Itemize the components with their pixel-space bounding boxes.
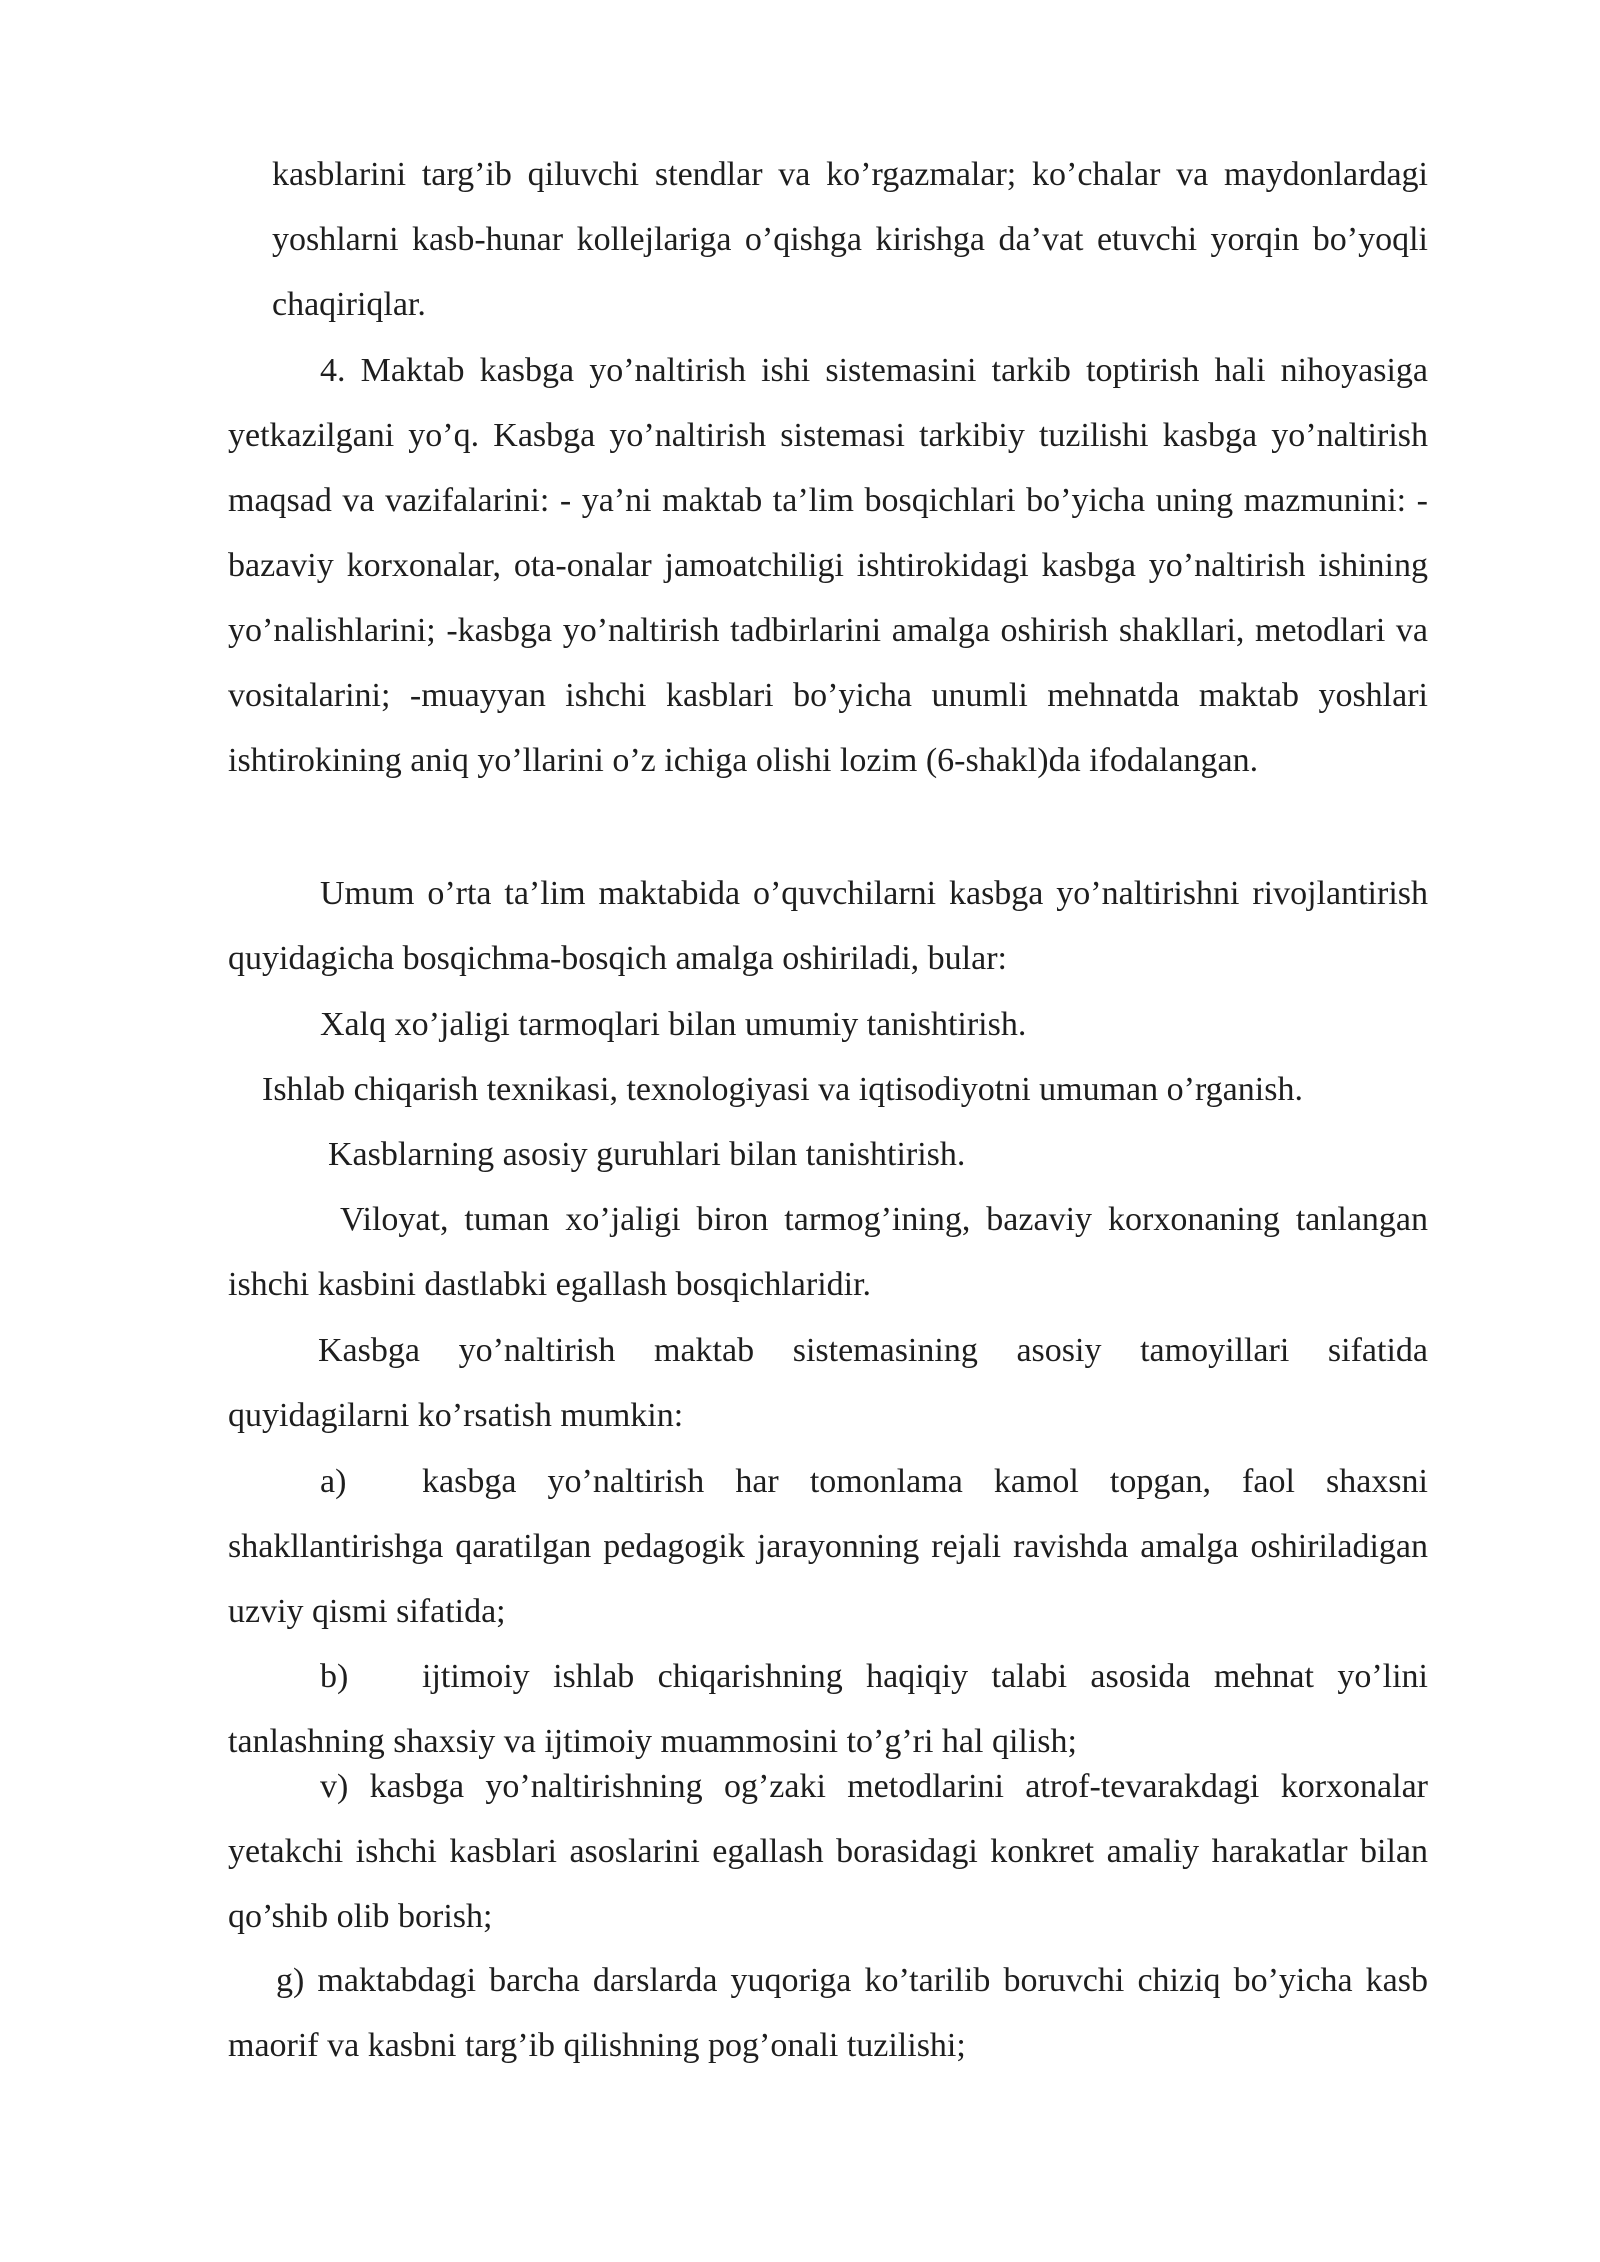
principles-intro-paragraph: Kasbga yo’naltirish maktab sistemasining asosiy tamoyillari sifatida quyidagilarni ko’rsatish mumkin: bbox=[228, 1332, 1428, 1434]
umum-paragraph: Umum o’rta ta’lim maktabida o’quvchilarni kasbga yo’naltirishni rivojlantirish quyidagicha bosqichma-bosqich amalga oshiriladi, bular: bbox=[228, 875, 1428, 977]
item-a-paragraph bbox=[228, 1449, 1428, 1644]
point-4-paragraph: 4. Maktab kasbga yo’naltirish ishi sistemasini tarkib toptirish hali nihoyasiga yetkazilgani yo’q. Kasbga yo’naltirish sistemasi tarkibiy tuzilishi kasbga yo’naltirish maqsad va vazifalarini: - ya’ni maktab ta’lim bosqichlari bo’yicha uning mazmunini: -bazaviy korxonalar, ota-onalar jamoatchiligi ishtirokidagi kasbga yo’naltirish ishining yo’nalishlarini; -kasbga yo’naltirish tadbirlarini amalga oshirish shakllari, metodlari va vositalarini; -muayyan ishchi kasblari bo’yicha unumli mehnatda maktab yoshlari ishtirokining aniq yo’llarini o’z ichiga olishi lozim (6-shakl)da ifodalangan. bbox=[228, 352, 1428, 779]
stage-2-line: Ishlab chiqarish texnikasi, texnologiyasi va iqtisodiyotni umuman o’rganish. bbox=[262, 1071, 1303, 1108]
item-g-paragraph: g) maktabdagi barcha darslarda yuqoriga ko’tarilib boruvchi chiziq bo’yicha kasb maorif va kasbni targ’ib qilishning pog’onali tuzilishi; bbox=[228, 1962, 1428, 2064]
stage-1-line: Xalq xo’jaligi tarmoqlari bilan umumiy tanishtirish. bbox=[320, 1006, 1027, 1043]
stage-4-paragraph: Viloyat, tuman xo’jaligi biron tarmog’ining, bazaviy korxonaning tanlangan ishchi kasbini dastlabki egallash bosqichlaridir. bbox=[228, 1201, 1428, 1303]
stage-3-line: Kasblarning asosiy guruhlari bilan tanishtirish. bbox=[328, 1136, 966, 1173]
item-a-text: kasbga yo’naltirish har tomonlama kamol topgan, faol shaxsni shakllantirishga qaratilgan pedagogik jarayonning rejali ravishda amalga oshiriladigan uzviy qismi sifatida; bbox=[228, 1463, 1428, 1630]
item-a-marker: a) bbox=[320, 1463, 347, 1500]
item-b-marker: b) bbox=[320, 1658, 349, 1695]
item-b-text: ijtimoiy ishlab chiqarishning haqiqiy talabi asosida mehnat yo’lini tanlashning shaxsiy va ijtimoiy muammosini to’g’ri hal qilish; bbox=[228, 1658, 1428, 1760]
intro-continuation-paragraph: kasblarini targ’ib qiluvchi stendlar va ko’rgazmalar; ko’chalar va maydonlardagi yoshlarni kasb-hunar kollejlariga o’qishga kirishga da’vat etuvchi yorqin bo’yoqli chaqiriqlar. bbox=[272, 156, 1428, 323]
item-v-paragraph: v) kasbga yo’naltirishning og’zaki metodlarini atrof-tevarakdagi korxonalar yetakchi ishchi kasblari asoslarini egallash borasidagi konkret amaliy harakatlar bilan qo’shib olib borish; bbox=[228, 1768, 1428, 1935]
